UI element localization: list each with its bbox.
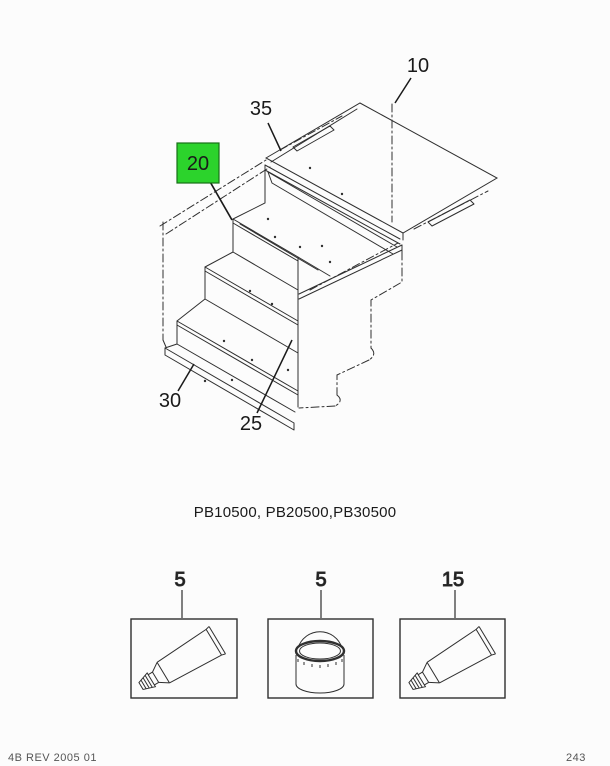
lid-panel [266, 103, 497, 240]
kit-box-1 [131, 619, 237, 700]
leader-10 [395, 78, 411, 103]
callout-10: 10 [406, 55, 430, 77]
callout-20: 20 [186, 153, 210, 175]
callout-25: 25 [239, 413, 263, 435]
kit-label-3: 15 [441, 569, 465, 591]
lid-hinge-strips [280, 116, 488, 229]
kit-label-2: 5 [315, 569, 327, 591]
leader-35 [268, 123, 281, 151]
footer-page-number: 243 [566, 752, 586, 764]
callouts [159, 55, 429, 435]
callout-35: 35 [249, 98, 273, 120]
callout-30: 30 [158, 390, 182, 412]
kit-leaders [182, 590, 455, 618]
kit-box-2 [268, 619, 373, 698]
tub-rim [233, 165, 400, 244]
kit-label-1: 5 [174, 569, 186, 591]
steps [165, 219, 330, 430]
sealant-tube-icon [403, 626, 496, 699]
body-cut-lines [160, 160, 270, 347]
footer-revision: 4B REV 2005 01 [8, 752, 97, 764]
leader-25 [257, 340, 292, 413]
diagram-caption: PB10500, PB20500,PB30500 [193, 504, 397, 521]
kit-box-3 [400, 619, 505, 700]
leader-30 [178, 364, 194, 391]
rivet-dots [204, 167, 343, 382]
sealant-can-icon [296, 632, 344, 693]
sealant-tube-icon [133, 626, 226, 699]
kit-items [131, 569, 505, 700]
